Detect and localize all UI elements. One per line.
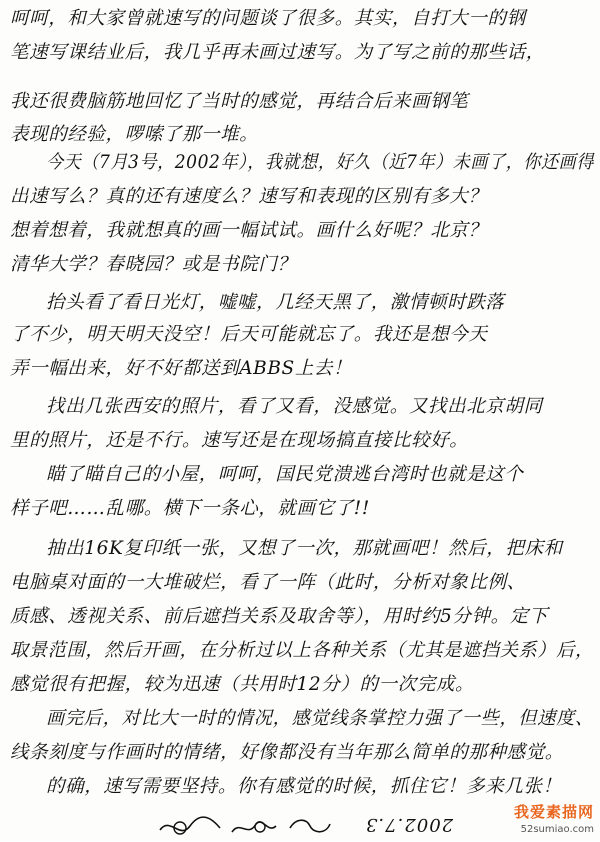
text-line: 里的照片，还是不行。速写还是在现场搞直接比较好。	[10, 430, 469, 451]
text-line: 呵呵，和大家曾就速写的问题谈了很多。其实，自打大一的钢	[10, 8, 526, 29]
watermark-logo: 我爱素描网	[513, 803, 594, 821]
text-line: 想着想着，我就想真的画一幅试试。画什么好呢？北京？	[10, 220, 488, 241]
text-line: 弄一幅出来，好不好都送到ABBS上去！	[10, 358, 353, 379]
text-line: 线条刻度与作画时的情绪，好像都没有当年那么简单的那种感觉。	[10, 742, 564, 763]
text-line: 表现的经验，啰嗦了那一堆。	[10, 124, 259, 145]
signature-date: 2002.7.3	[365, 814, 454, 835]
text-line: 的确，速写需要坚持。你有感觉的时候，抓住它！多来几张！	[46, 776, 562, 797]
text-line: 瞄了瞄自己的小屋，呵呵，国民党溃逃台湾时也就是这个	[46, 464, 524, 485]
text-line: 找出几张西安的照片，看了又看，没感觉。又找出北京胡同	[46, 396, 543, 417]
text-line: 出速写么？真的还有速度么？速写和表现的区别有多大？	[10, 186, 488, 207]
signature	[150, 812, 550, 842]
text-line: 今天（7月3号，2002年），我就想，好久（近7年）未画了，你还画得	[46, 152, 594, 173]
watermark	[498, 801, 594, 835]
text-line: 抬头看了看日光灯，嘘嘘，几经天黑了，激情顿时跌落	[46, 292, 505, 313]
text-line: 我还很费脑筋地回忆了当时的感觉，再结合后来画钢笔	[10, 91, 469, 112]
text-line: 样子吧……乱哪。横下一条心，就画它了!!	[10, 498, 370, 519]
text-line: 电脑桌对面的一大堆破烂，看了一阵（此时，分析对象比例、	[10, 572, 526, 593]
text-line: 画完后，对比大一时的情况，感觉线条掌控力强了一些，但速度、	[46, 708, 594, 729]
text-line: 笔速写课结业后，我几乎再未画过速写。为了写之前的那些话，	[10, 42, 545, 63]
signature-scribble	[150, 812, 550, 842]
text-line: 质感、透视关系、前后遮挡关系及取舍等），用时约5分钟。定下	[10, 606, 548, 627]
text-line: 取景范围，然后开画，在分析过以上各种关系（尤其是遮挡关系）后，	[10, 640, 594, 661]
text-line: 感觉很有把握，较为迅速（共用时12分）的一次完成。	[10, 674, 475, 695]
text-line: 抽出16K复印纸一张，又想了一次，那就画吧！然后，把床和	[46, 538, 563, 559]
watermark-url: 52sumiao.com	[520, 824, 594, 835]
text-line: 了不少，明天明天没空！后天可能就忘了。我还是想今天	[10, 324, 488, 345]
text-line: 清华大学？春晓园？或是书院门？	[10, 254, 297, 275]
